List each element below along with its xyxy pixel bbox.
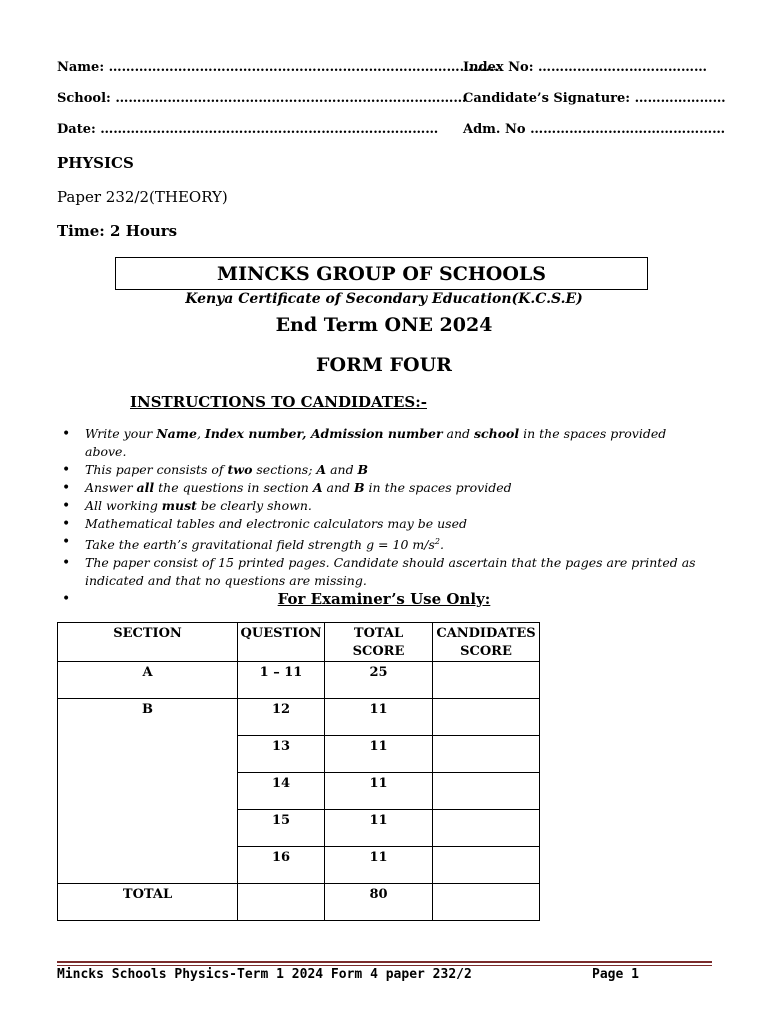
question-cell: 13 xyxy=(238,736,325,773)
instruction-item: • All working must be clearly shown. xyxy=(58,497,698,515)
index-no-field[interactable]: Index No: ………………………………… xyxy=(463,60,708,75)
form-level: FORM FOUR xyxy=(316,354,452,376)
header-section: SECTION xyxy=(58,623,238,662)
section-cell: A xyxy=(58,662,238,699)
instruction-item: • The paper consist of 15 printed pages. Candidate should ascertain that the pages are printed as indicated and that no questions are missing. xyxy=(58,554,698,590)
subject-title: PHYSICS xyxy=(57,154,134,172)
total-cell: 80 xyxy=(325,884,433,921)
candidate-score-cell[interactable] xyxy=(433,736,540,773)
instruction-item: • This paper consists of two sections; A and B xyxy=(58,461,698,479)
question-cell xyxy=(238,884,325,921)
table-row xyxy=(58,662,540,699)
page-number: Page 1 xyxy=(592,967,639,982)
total-cell: 11 xyxy=(325,699,433,736)
name-field[interactable]: Name: ……………………………………………………………………………… xyxy=(57,60,499,75)
question-cell: 12 xyxy=(238,699,325,736)
total-cell: 11 xyxy=(325,847,433,884)
date-field[interactable]: Date: …………………………………………………………………… xyxy=(57,122,439,137)
candidate-score-cell[interactable] xyxy=(433,699,540,736)
total-cell: 11 xyxy=(325,773,433,810)
table-header-row xyxy=(58,623,540,662)
total-label-cell: TOTAL xyxy=(58,884,238,921)
footer-text: Mincks Schools Physics-Term 1 2024 Form 4 paper 232/2 xyxy=(57,967,472,982)
footer-rule xyxy=(57,961,712,963)
school-field[interactable]: School: ……………………………………………………………………… xyxy=(57,91,467,106)
total-cell: 25 xyxy=(325,662,433,699)
candidate-score-cell[interactable] xyxy=(433,884,540,921)
candidate-score-cell[interactable] xyxy=(433,773,540,810)
table-row xyxy=(58,699,540,736)
adm-no-field[interactable]: Adm. No ……………………………………… xyxy=(463,122,726,137)
time-allowed: Time: 2 Hours xyxy=(57,222,178,240)
school-name-box: MINCKS GROUP OF SCHOOLS xyxy=(115,257,648,290)
instruction-item: • Write your Name, Index number, Admission number and school in the spaces provided above. xyxy=(58,425,698,461)
header-total-score: TOTAL SCORE xyxy=(325,623,433,662)
candidate-score-cell[interactable] xyxy=(433,662,540,699)
exam-body: Kenya Certificate of Secondary Education(K.C.S.E) xyxy=(185,291,583,307)
paper-code: Paper 232/2(THEORY) xyxy=(57,188,228,206)
header-candidates-score: CANDIDATES SCORE xyxy=(433,623,540,662)
score-table xyxy=(57,622,540,921)
question-cell: 15 xyxy=(238,810,325,847)
candidate-score-cell[interactable] xyxy=(433,810,540,847)
instructions-heading: INSTRUCTIONS TO CANDIDATES:- xyxy=(130,393,427,411)
section-cell: B xyxy=(58,699,238,884)
instruction-item: • Take the earth’s gravitational field strength g = 10 $m/s^2$. xyxy=(58,533,698,554)
header-question: QUESTION xyxy=(238,623,325,662)
footer-rule-thin xyxy=(57,965,712,966)
instruction-item: • Mathematical tables and electronic calculators may be used xyxy=(58,515,698,533)
exam-term: End Term ONE 2024 xyxy=(275,314,493,336)
instruction-item: • Answer all the questions in section A and B in the spaces provided xyxy=(58,479,698,497)
question-cell: 1 – 11 xyxy=(238,662,325,699)
table-total-row xyxy=(58,884,540,921)
instructions-list xyxy=(58,425,698,608)
question-cell: 14 xyxy=(238,773,325,810)
total-cell: 11 xyxy=(325,810,433,847)
total-cell: 11 xyxy=(325,736,433,773)
candidate-score-cell[interactable] xyxy=(433,847,540,884)
question-cell: 16 xyxy=(238,847,325,884)
signature-field[interactable]: Candidate’s Signature: ………………… xyxy=(463,91,726,106)
examiner-heading: For Examiner’s Use Only: xyxy=(277,590,491,608)
